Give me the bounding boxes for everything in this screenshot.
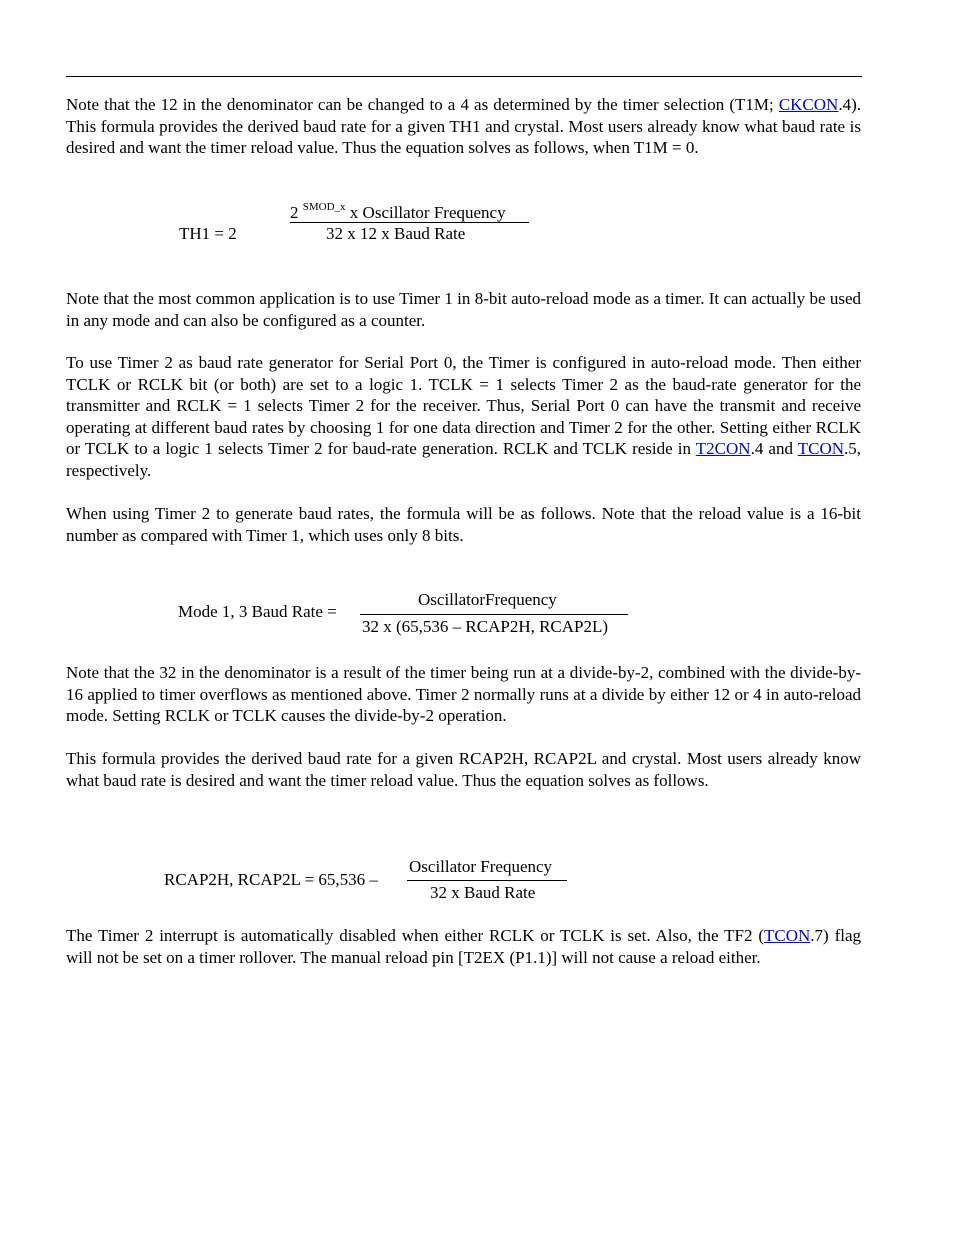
eq1-lhs: TH1 = 2 — [179, 224, 237, 243]
link-t2con[interactable]: T2CON — [695, 439, 751, 459]
paragraph-rcap-formula: This formula provides the derived baud rate for a given RCAP2H, RCAP2L and crystal. Most users already know what baud rate is desired and want the timer reload value. Thus the equation solves as follows. — [66, 749, 861, 790]
eq3-fraction-bar — [407, 880, 567, 881]
link-ckcon[interactable]: CKCON — [778, 95, 839, 114]
eq1-denominator: 32 x 12 x Baud Rate — [326, 224, 466, 243]
paragraph-timer2-baud — [66, 352, 861, 482]
eq1-num-rest: x Oscillator Frequency — [345, 203, 506, 222]
text-span: To use Timer 2 as baud rate generator for Serial Port 0, the Timer is configured in auto-reload mode. Then either TCLK or RCLK bit (or both) are set to a logic 1. TCLK = 1 selects Timer 2 as the baud-rate generator for the transmitter and RCLK = 1 selects Timer 2 for the receiver. Thus, Serial Port 0 can have the transmit and receive operating at different baud rates by choosing 1 for one data direction and Timer 2 for the other. Setting either RCLK or TCLK to a logic 1 selects Timer 2 for baud-rate generation. RCLK and TCLK reside in — [66, 353, 861, 459]
paragraph-denominator-32: Note that the 32 in the denominator is a result of the timer being run at a divide-by-2, combined with the divide-by-16 applied to timer overflows as mentioned above. Timer 2 normally runs at a divide by either 12 or 4 in auto-reload mode. Setting RCLK or TCLK causes the divide-by-2 operation. — [66, 663, 861, 726]
eq2-denominator: 32 x (65,536 – RCAP2H, RCAP2L) — [362, 617, 609, 636]
text-span: The Timer 2 interrupt is automatically disabled when either RCLK or TCLK is set. Also, the TF2 ( — [66, 926, 764, 945]
paragraph-timer2-interrupt — [66, 925, 861, 968]
link-tcon[interactable]: TCON — [797, 439, 844, 459]
paragraph-ckcon-note — [66, 94, 861, 159]
text-span: .5, respectively. — [66, 439, 861, 480]
header-rule — [66, 76, 862, 77]
eq3-numerator: Oscillator Frequency — [409, 857, 553, 876]
text-span: .7) flag will not be set on a timer rollover. The manual reload pin [T2EX (P1.1)] will not cause a reload either. — [66, 926, 861, 967]
eq2-numerator: OscillatorFrequency — [418, 590, 557, 609]
eq3-denominator: 32 x Baud Rate — [430, 883, 536, 902]
text-span: Note that the 12 in the denominator can be changed to a 4 as determined by the timer selection (T1M; — [66, 95, 779, 114]
link-tcon-2[interactable]: TCON — [764, 926, 811, 945]
text-span: .4). This formula provides the derived baud rate for a given TH1 and crystal. Most users already know what baud rate is desired and want the timer reload value. Thus the equation solves as follows, when T1M = 0. — [66, 95, 861, 158]
eq1-num-exponent: SMOD_x — [302, 201, 346, 213]
eq2-lhs: Mode 1, 3 Baud Rate = — [178, 602, 337, 621]
paragraph-timer2-formula: When using Timer 2 to generate baud rates, the formula will be as follows. Note that the reload value is a 16-bit number as compared with Timer 1, which uses only 8 bits. — [66, 504, 861, 545]
eq2-fraction-bar — [360, 614, 628, 615]
eq1-fraction-bar — [290, 222, 529, 223]
paragraph-timer1-common: Note that the most common application is to use Timer 1 in 8-bit auto-reload mode as a timer. It can actually be used in any mode and can also be configured as a counter. — [66, 289, 861, 330]
eq1-num-base: 2 — [290, 203, 299, 222]
text-span: .4 and — [750, 439, 798, 459]
eq3-lhs: RCAP2H, RCAP2L = 65,536 – — [164, 870, 378, 889]
